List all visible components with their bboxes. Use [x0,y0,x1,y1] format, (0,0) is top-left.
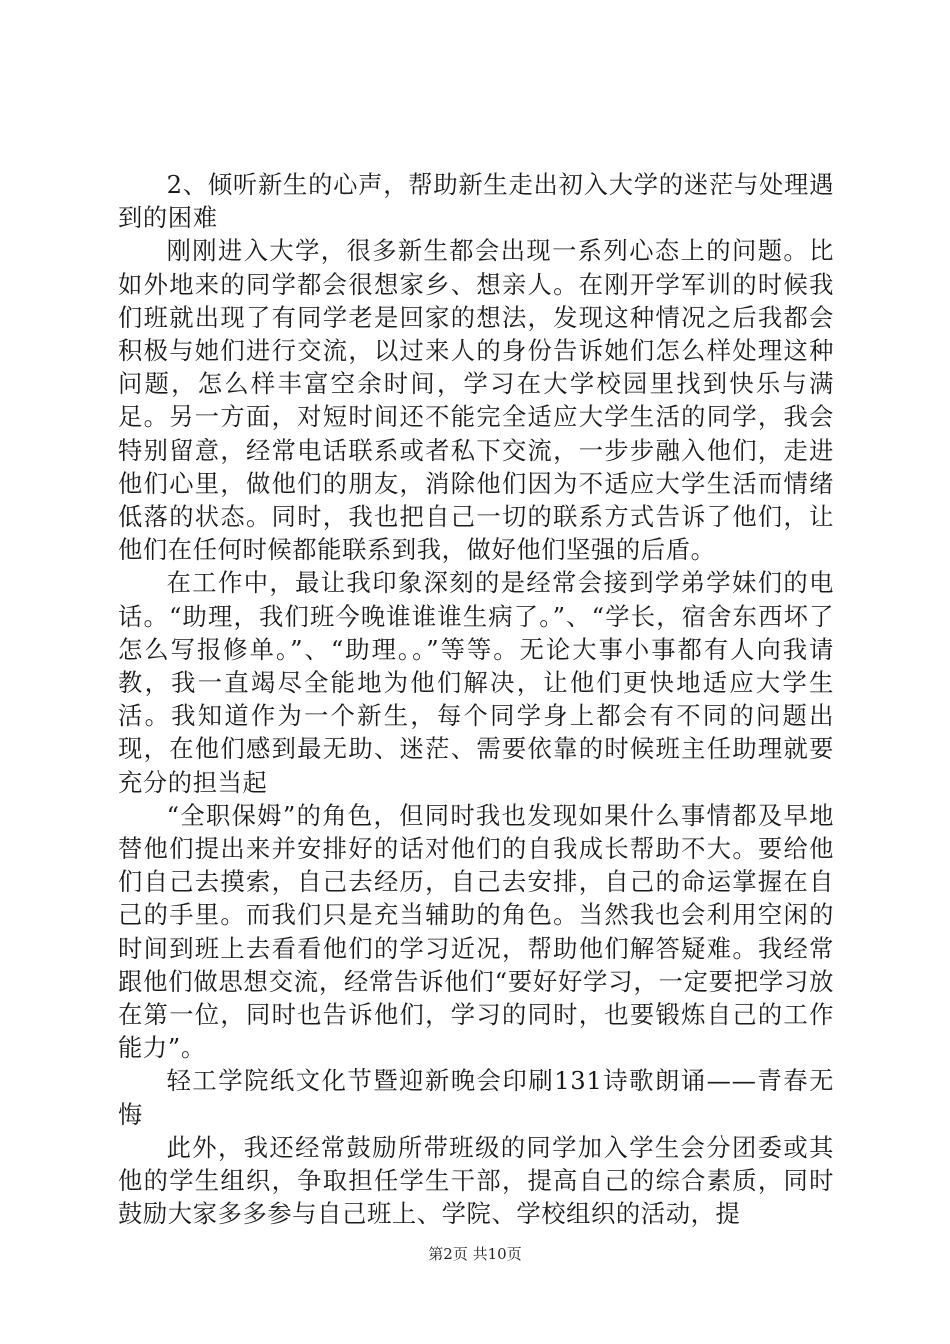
paragraph: 在工作中，最让我印象深刻的是经常会接到学弟学妹们的电话。“助理，我们班今晚谁谁谁生病了。”、“学长，宿舍东西坏了怎么写报修单。”、“助理。。”等等。无论大事小事都有人向我请教，我一直竭尽全能地为他们解决，让他们更快地适应大学生活。我知道作为一个新生，每个同学身上都会有不同的问题出现，在他们感到最无助、迷茫、需要依靠的时候班主任助理就要充分的担当起 [118,568,834,797]
paragraph-heading: 2、倾听新生的心声，帮助新生走出初入大学的迷茫与处理遇到的困难 [118,170,834,233]
page-footer: 第2页 共10页 [428,1245,522,1263]
paragraph: 此外，我还经常鼓励所带班级的同学加入学生会分团委或其他的学生组织，争取担任学生干部，提高自己的综合素质，同时鼓励大家多多参与自己班上、学院、学校组织的活动，提 [118,1132,834,1229]
paragraph: 轻工学院纸文化节暨迎新晚会印刷131诗歌朗诵——青春无悔 [118,1066,834,1129]
paragraph: “全职保姆”的角色，但同时我也发现如果什么事情都及早地替他们提出来并安排好的话对他们的自我成长帮助不大。要给他们自己去摸索，自己去经历，自己去安排，自己的命运掌握在自己的手里。而我们只是充当辅助的角色。当然我也会利用空闲的时间到班上去看看他们的学习近况，帮助他们解答疑难。我经常跟他们做思想交流，经常告诉他们“要好好学习，一定要把学习放在第一位，同时也告诉他们，学习的同时，也要锻炼自己的工作能力”。 [118,800,834,1063]
document-body [118,168,834,1231]
paragraph: 刚刚进入大学，很多新生都会出现一系列心态上的问题。比如外地来的同学都会很想家乡、想亲人。在刚开学军训的时候我们班就出现了有同学老是回家的想法，发现这种情况之后我都会积极与她们进行交流，以过来人的身份告诉她们怎么样处理这种问题，怎么样丰富空余时间，学习在大学校园里找到快乐与满足。另一方面，对短时间还不能完全适应大学生活的同学，我会特别留意，经常电话联系或者私下交流，一步步融入他们，走进他们心里，做他们的朋友，消除他们因为不适应大学生活而情绪低落的状态。同时，我也把自己一切的联系方式告诉了他们，让他们在任何时候都能联系到我，做好他们坚强的后盾。 [118,236,834,565]
